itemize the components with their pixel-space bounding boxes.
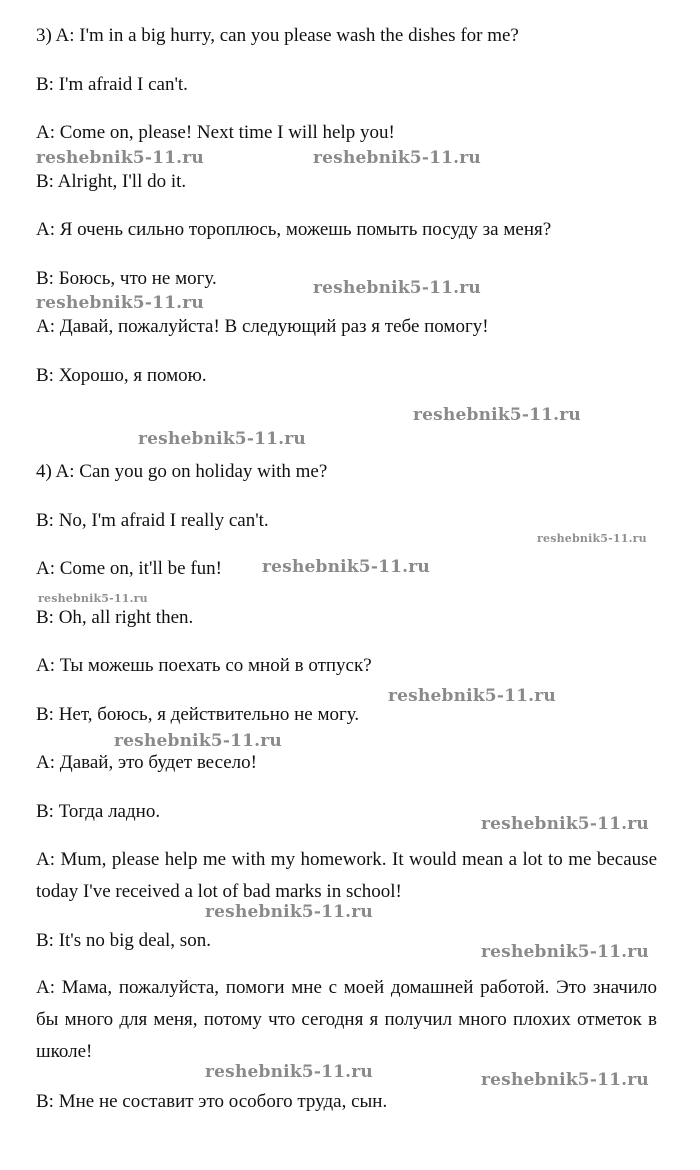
dialogue-line: A: Come on, please! Next time I will help you! [36,122,395,143]
dialogue-line: 4) A: Can you go on holiday with me? [36,461,328,482]
dialogue-line: B: Мне не составит это особого труда, сын. [36,1091,388,1112]
dialogue-line: A: Ты можешь поехать со мной в отпуск? [36,655,372,676]
watermark-text: reshebnik5-11.ru [413,405,581,425]
dialogue-line: B: It's no big deal, son. [36,930,211,951]
watermark-text: reshebnik5-11.ru [36,293,204,313]
dialogue-line: B: No, I'm afraid I really can't. [36,510,269,531]
dialogue-paragraph: A: Mum, please help me with my homework. It would mean a lot to me because today I've received a lot of bad marks in school! [36,849,657,902]
dialogue-line: A: Come on, it'll be fun! [36,558,223,579]
dialogue-line: A: Давай, это будет весело! [36,752,257,773]
watermark-text: reshebnik5-11.ru [205,902,373,922]
dialogue-line: B: Боюсь, что не могу. [36,268,217,289]
watermark-text: reshebnik5-11.ru [313,148,481,168]
dialogue-line: B: Нет, боюсь, я действительно не могу. [36,704,360,725]
dialogue-line: B: I'm afraid I can't. [36,74,188,95]
watermark-text: reshebnik5-11.ru [38,592,148,605]
watermark-text: reshebnik5-11.ru [481,814,649,834]
watermark-text: reshebnik5-11.ru [114,731,282,751]
watermark-text: reshebnik5-11.ru [537,532,647,545]
watermark-text: reshebnik5-11.ru [138,429,306,449]
watermark-text: reshebnik5-11.ru [481,1070,649,1090]
dialogue-line: 3) A: I'm in a big hurry, can you please wash the dishes for me? [36,25,519,46]
watermark-text: reshebnik5-11.ru [313,278,481,298]
dialogue-line: A: Я очень сильно тороплюсь, можешь помыть посуду за меня? [36,219,552,240]
dialogue-line: B: Alright, I'll do it. [36,171,187,192]
dialogue-line: B: Хорошо, я помою. [36,365,207,386]
watermark-text: reshebnik5-11.ru [262,557,430,577]
watermark-text: reshebnik5-11.ru [205,1062,373,1082]
dialogue-line: A: Давай, пожалуйста! В следующий раз я тебе помогу! [36,316,489,337]
watermark-text: reshebnik5-11.ru [481,942,649,962]
dialogue-paragraph: A: Мама, пожалуйста, помоги мне с моей домашней работой. Это значило бы много для меня, потому что сегодня я получил много плохих отметок в школе! [36,977,657,1062]
dialogue-line: B: Oh, all right then. [36,607,194,628]
watermark-text: reshebnik5-11.ru [388,686,556,706]
watermark-text: reshebnik5-11.ru [36,148,204,168]
dialogue-line: B: Тогда ладно. [36,801,161,822]
